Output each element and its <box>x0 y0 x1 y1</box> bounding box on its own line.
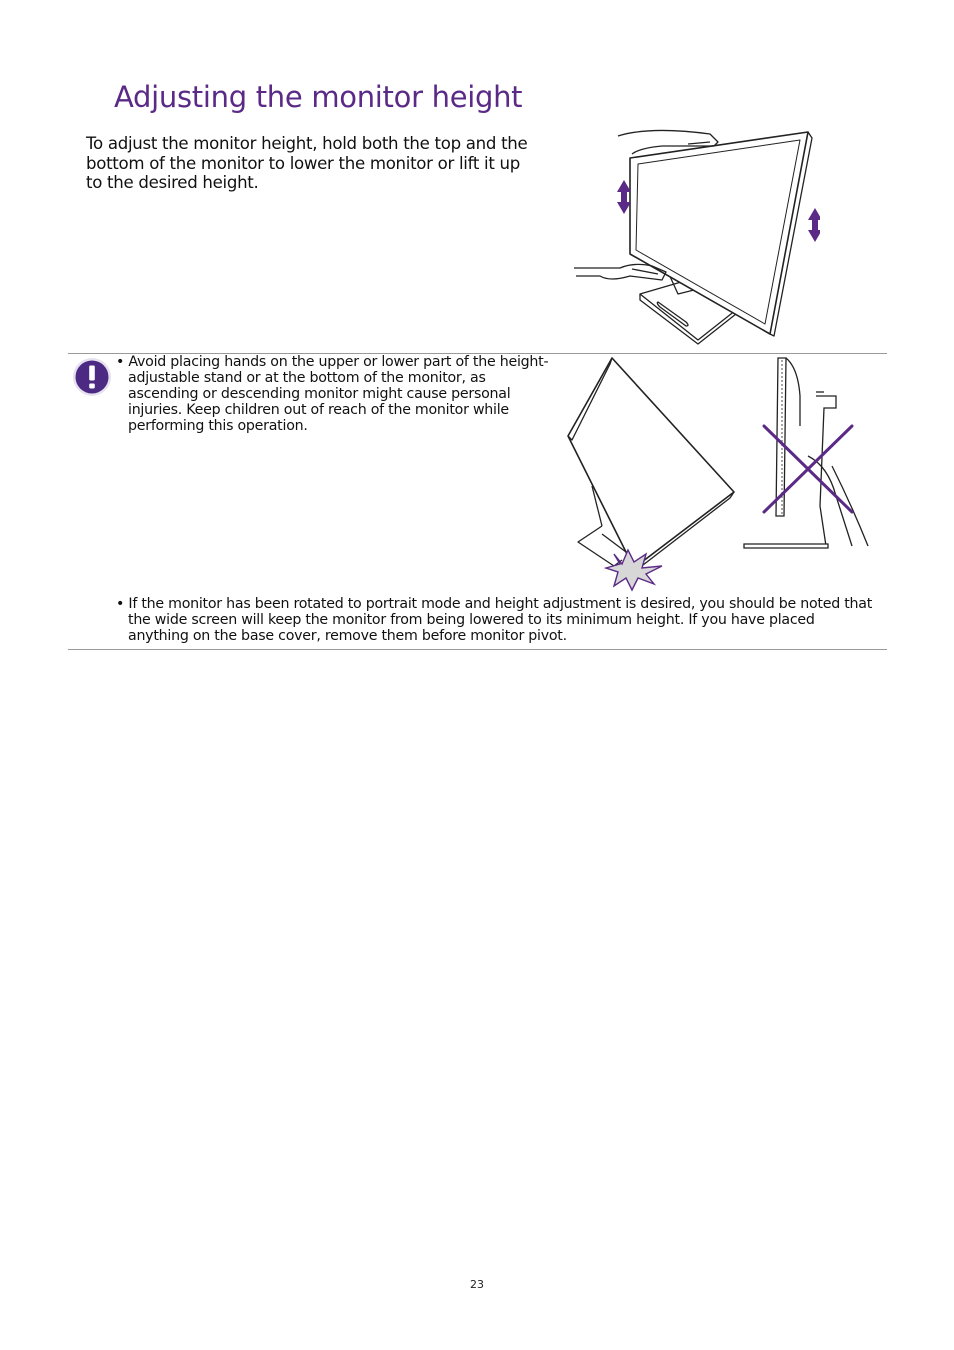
bullet: • <box>116 596 125 612</box>
double-arrow-icon <box>617 180 631 214</box>
pinch-hazard-illustration <box>562 356 872 592</box>
warning-item-2-text: If the monitor has been rotated to portrait mode and height adjustment is desired, you should be noted that the wide screen will keep the monitor from being lowered to its minimum height. If you have placed anything on the base cover, remove them before monitor pivot. <box>128 596 873 644</box>
exclamation-circle-icon <box>72 357 112 397</box>
page-title: Adjusting the monitor height <box>114 80 523 114</box>
double-arrow-icon <box>808 208 820 242</box>
bullet: • <box>116 354 125 370</box>
page-number: 23 <box>470 1278 484 1291</box>
monitor-height-adjust-illustration <box>570 124 820 346</box>
warning-item-1-text: Avoid placing hands on the upper or lower part of the height-adjustable stand or at the bottom of the monitor, as ascending or descending monitor might cause personal injuries. Keep children out of reach of the monitor while performing this operation. <box>128 354 549 434</box>
intro-paragraph: To adjust the monitor height, hold both the top and the bottom of the monitor to lower the monitor or lift it up to the desired height. <box>86 134 528 193</box>
warning-item-2 <box>116 596 876 644</box>
section-divider-bottom <box>68 649 887 650</box>
warning-item-1 <box>116 354 556 434</box>
